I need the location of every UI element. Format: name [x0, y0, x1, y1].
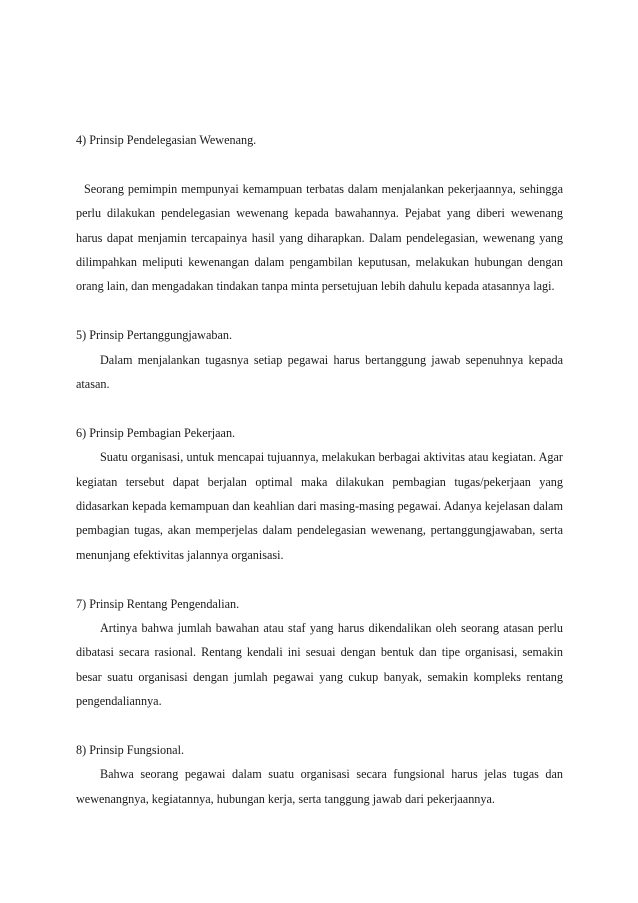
section-paragraph: Artinya bahwa jumlah bawahan atau staf yang harus dikendalikan oleh seorang atasan perlu dibatasi secara rasional. Rentang kendali ini sesuai dengan bentuk dan tipe organisasi, semakin besar suatu organisasi dengan jumlah pegawai yang cukup banyak, semakin kompleks rentang pengendaliannya.: [76, 621, 563, 709]
section-heading: 5) Prinsip Pertanggungjawaban.: [76, 328, 233, 343]
section-paragraph: Dalam menjalankan tugasnya setiap pegawai harus bertanggung jawab sepenuhnya kepada atasan.: [76, 352, 563, 392]
section-heading: 7) Prinsip Rentang Pengendalian.: [76, 596, 240, 611]
document-page: [76, 128, 563, 836]
section-heading: 8) Prinsip Fungsional.: [76, 743, 185, 758]
section-heading: 4) Prinsip Pendelegasian Wewenang.: [76, 133, 257, 147]
section-pertanggungjawaban: [76, 323, 563, 396]
section-fungsional: [76, 738, 563, 811]
section-paragraph: Bahwa seorang pegawai dalam suatu organisasi secara fungsional harus jelas tugas dan wewenangnya, kegiatannya, hubungan kerja, serta tanggung jawab dari pekerjaannya.: [76, 767, 563, 806]
section-rentang-pengendalian: [76, 592, 563, 714]
section-heading: 6) Prinsip Pembagian Pekerjaan.: [76, 425, 236, 440]
section-paragraph: Seorang pemimpin mempunyai kemampuan terbatas dalam menjalankan pekerjaannya, sehingga perlu dilakukan pendelegasian wewenang kepada bawahannya. Pejabat yang diberi wewenang harus dapat menjamin tercapainya hasil yang diharapkan. Dalam pendelegasian, wewenang yang dilimpahkan meliputi kewenangan dalam pengambilan keputusan, melakukan hubungan dengan orang lain, dan mengadakan tindakan tanpa minta persetujuan lebih dahulu kepada atasannya lagi.: [76, 181, 563, 294]
section-paragraph: Suatu organisasi, untuk mencapai tujuannya, melakukan berbagai aktivitas atau kegiatan. Agar kegiatan tersebut dapat berjalan optimal maka dilakukan pembagian tugas/pekerjaan yang didasarkan kepada kemampuan dan keahlian dari masing-masing pegawai. Adanya kejelasan dalam pembagian tugas, akan memperjelas dalam pendelegasian wewenang, pertanggungjawaban, serta menunjang efektivitas jalannya organisasi.: [76, 450, 563, 562]
line-spacer: [76, 152, 563, 176]
section-pembagian-pekerjaan: [76, 421, 563, 567]
section-pendelegasian-wewenang: [76, 128, 563, 299]
